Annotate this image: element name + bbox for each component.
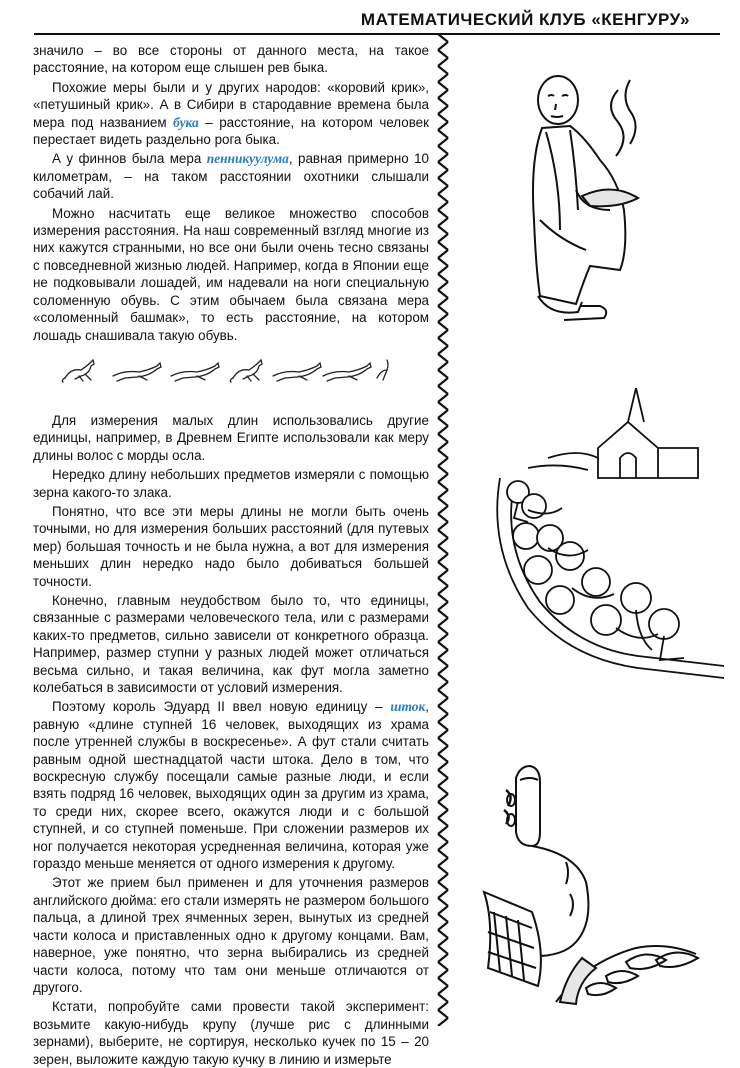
paragraph-foot: Конечно, главным неудобством было то, что единицы, связанные с размерами человеческого тела, или с размерами каких-то предметов, сильно зависели от конкретного образца. Например, размер ступни у разных людей может отличаться весьма сильно, и такая величина, как фут могла заметно колебаться в зависимости от условий измерения. [33, 592, 429, 695]
chain-link [438, 714, 448, 722]
paragraph-shtok-after: , равную «длине ступней 16 человек, выходящих из храма после утренней службы в воскресенье». А фут стали считать равным одной шестнадцатой части штока. Дело в том, что воскресную службу посещали самые разные люди, и если взять подряд 16 человек, выходящих один за другим из храма, то среди них, скорее всего, окажутся люди и с большой ступней, и со ступней поменьше. При сложении размеров их ног получается некоторая усредненная величина, которая уже гораздо меньше меняется от одного измерения к другому. [33, 699, 429, 872]
chain-link [438, 834, 448, 842]
chain-link [438, 58, 448, 66]
chain-link [438, 362, 448, 370]
chain-link [438, 786, 448, 794]
kangaroo-row-icon [61, 358, 391, 384]
paragraph-precision: Понятно, что все эти меры длины не могли быть очень точными, но для измерения больших расстояний (для путевых мер) большая точность и не была нужна, а вот для измерения меньших длин нередко надо было добиваться большей точности. [33, 503, 429, 589]
chain-link [438, 1010, 448, 1018]
page-header [20, 6, 720, 36]
chain-link [438, 1002, 448, 1010]
chain-link [438, 426, 448, 434]
chain-link [438, 514, 448, 522]
chain-link [438, 762, 448, 770]
thumb-grain-illustration [466, 762, 726, 1012]
chain-link [438, 378, 448, 386]
chain-link [438, 882, 448, 890]
chain-link [438, 410, 448, 418]
chain-link [438, 698, 448, 706]
chain-link [438, 242, 448, 250]
chain-link [438, 898, 448, 906]
chain-link [438, 730, 448, 738]
chain-link [438, 578, 448, 586]
chain-link [438, 858, 448, 866]
chain-link [438, 90, 448, 98]
term-shtok: шток [390, 699, 426, 715]
chain-link [438, 586, 448, 594]
chain-link [438, 194, 448, 202]
chain-link [438, 298, 448, 306]
chain-link [438, 738, 448, 746]
chain-link [438, 210, 448, 218]
chain-link [438, 842, 448, 850]
chain-link [438, 370, 448, 378]
chain-link [438, 226, 448, 234]
chain-link [438, 482, 448, 490]
chain-link [438, 466, 448, 474]
chain-link [438, 794, 448, 802]
chain-link [438, 394, 448, 402]
paragraph-buka-after: – расстояние, на котором человек перестает видеть раздельно рога быка. [33, 114, 429, 148]
paragraph-straw-shoe: Можно насчитать еще великое множество способов измерения расстояния. На наш современный взгляд многие из них кажутся странными, но все они были очень тесно связаны с повседневной жизнью людей. Например, когда в Японии еще не подковывали лошадей, им надевали на ноги специальную соломенную обувь. С этим обычаем была связана мера «соломенный башмак», то есть расстояние, на котором лошадь снашивала такую обувь. [33, 205, 429, 343]
paragraph-shtok [33, 698, 429, 872]
chain-link [438, 538, 448, 546]
chain-link [438, 322, 448, 330]
chain-link [438, 74, 448, 82]
chain-link [438, 994, 448, 1002]
chain-link [438, 562, 448, 570]
chain-link [438, 146, 448, 154]
decorative-chain-divider [436, 34, 450, 1026]
paragraph-buka [33, 79, 429, 149]
chain-link [438, 642, 448, 650]
paragraph-penikuuluma [33, 150, 429, 202]
paragraph-experiment: Кстати, попробуйте сами провести такой эксперимент: возьмите какую-нибудь крупу (лучше рис с длинными зернами), выберите, не сортируя, несколько кучек по 15 – 20 зерен, выложите каждую такую кучку в линию и измерьте [33, 999, 429, 1067]
chain-link [438, 402, 448, 410]
chain-link [438, 114, 448, 122]
chain-link [438, 138, 448, 146]
chain-link [438, 802, 448, 810]
chain-link [438, 442, 448, 450]
chain-link [438, 474, 448, 482]
chain-link [438, 826, 448, 834]
chain-link [438, 706, 448, 714]
chain-link [438, 602, 448, 610]
chain-link [438, 122, 448, 130]
chain-link [438, 554, 448, 562]
chain-link [438, 490, 448, 498]
procession-illustration [488, 388, 728, 688]
chain-link [438, 986, 448, 994]
chain-link [438, 906, 448, 914]
chain-link [438, 218, 448, 226]
chain-link [438, 914, 448, 922]
chain-link [438, 530, 448, 538]
monk-icon [520, 70, 650, 330]
chain-link [438, 746, 448, 754]
chain-link [438, 386, 448, 394]
chain-link [438, 946, 448, 954]
chain-link [438, 970, 448, 978]
chain-link [438, 66, 448, 74]
chain-link [438, 962, 448, 970]
paragraph-cow-roar: значило – во все стороны от данного места, на такое расстояние, на котором еще слышен рев быка. [33, 43, 429, 76]
chain-link [438, 674, 448, 682]
chain-link [438, 186, 448, 194]
chain-link [438, 810, 448, 818]
chain-link [438, 866, 448, 874]
chain-link [438, 42, 448, 50]
monk-illustration [520, 70, 650, 330]
chain-link [438, 306, 448, 314]
chain-link [438, 570, 448, 578]
chain-link [438, 778, 448, 786]
chain-link [438, 450, 448, 458]
kangaroo-divider [61, 358, 429, 384]
chain-link [438, 178, 448, 186]
chain-link [438, 930, 448, 938]
chain-link [438, 98, 448, 106]
chain-link [438, 594, 448, 602]
chain-link [438, 1018, 448, 1026]
chain-link [438, 626, 448, 634]
chain-icon [436, 34, 450, 1026]
chain-link [438, 874, 448, 882]
chain-link [438, 890, 448, 898]
chain-link [438, 498, 448, 506]
chain-link [438, 282, 448, 290]
chain-link [438, 978, 448, 986]
chain-link [438, 130, 448, 138]
chain-link [438, 682, 448, 690]
procession-icon [488, 388, 728, 688]
chain-link [438, 722, 448, 730]
chain-link [438, 274, 448, 282]
chain-link [438, 634, 448, 642]
chain-link [438, 418, 448, 426]
paragraph-buka-before: Похожие меры были и у других народов: «коровий крик», «петушиный крик». А в Сибири в стародавние времена была мера под названием [33, 79, 429, 130]
term-buka: бука [173, 114, 199, 130]
chain-link [438, 258, 448, 266]
paragraph-penikuuluma-after: , равная примерно 10 километрам, – на таком расстоянии охотники слышали собачий лай. [33, 151, 429, 202]
chain-link [438, 770, 448, 778]
chain-link [438, 522, 448, 530]
chain-link [438, 690, 448, 698]
chain-link [438, 154, 448, 162]
chain-link [438, 330, 448, 338]
chain-link [438, 458, 448, 466]
chain-link [438, 250, 448, 258]
chain-link [438, 434, 448, 442]
chain-link [438, 618, 448, 626]
chain-link [438, 346, 448, 354]
thumb-icon [466, 762, 726, 1012]
chain-link [438, 922, 448, 930]
page-title: МАТЕМАТИЧЕСКИЙ КЛУБ «КЕНГУРУ» [360, 10, 690, 29]
chain-link [438, 338, 448, 346]
chain-link [438, 170, 448, 178]
chain-link [438, 546, 448, 554]
chain-link [438, 290, 448, 298]
text-column [33, 42, 429, 1068]
chain-link [438, 610, 448, 618]
paragraph-grain: Нередко длину небольших предметов измеряли с помощью зерна какого-то злака. [33, 467, 429, 500]
paragraph-donkey-hair: Для измерения малых длин использовались другие единицы, например, в Древнем Египте использовали как меру длины волос с морды осла. [33, 412, 429, 463]
chain-link [438, 266, 448, 274]
chain-link [438, 666, 448, 674]
chain-link [438, 314, 448, 322]
chain-link [438, 82, 448, 90]
chain-link [438, 162, 448, 170]
paragraph-inch: Этот же прием был применен и для уточнения размеров английского дюйма: его стали измерять не размером большого пальца, а длиной трех ячменных зерен, вынутых из средней части колоса и приставленных одно к другому концами. Вам, наверное, уже понятно, что зерна выбирались из средней части колоса, потому что там они меньше отличаются от другого. [33, 875, 429, 995]
chain-link [438, 658, 448, 666]
chain-link [438, 106, 448, 114]
chain-link [438, 754, 448, 762]
chain-link [438, 234, 448, 242]
chain-link [438, 354, 448, 362]
chain-link [438, 50, 448, 58]
chain-link [438, 818, 448, 826]
paragraph-penikuuluma-before: А у финнов была мера [52, 151, 207, 167]
header-rule [34, 33, 720, 35]
chain-link [438, 954, 448, 962]
chain-link [438, 850, 448, 858]
chain-link [438, 34, 448, 42]
chain-link [438, 650, 448, 658]
chain-link [438, 202, 448, 210]
chain-link [438, 938, 448, 946]
term-penikuuluma: пенникуулума [206, 151, 289, 167]
chain-link [438, 506, 448, 514]
paragraph-shtok-before: Поэтому король Эдуард II ввел новую единицу – [52, 699, 391, 715]
